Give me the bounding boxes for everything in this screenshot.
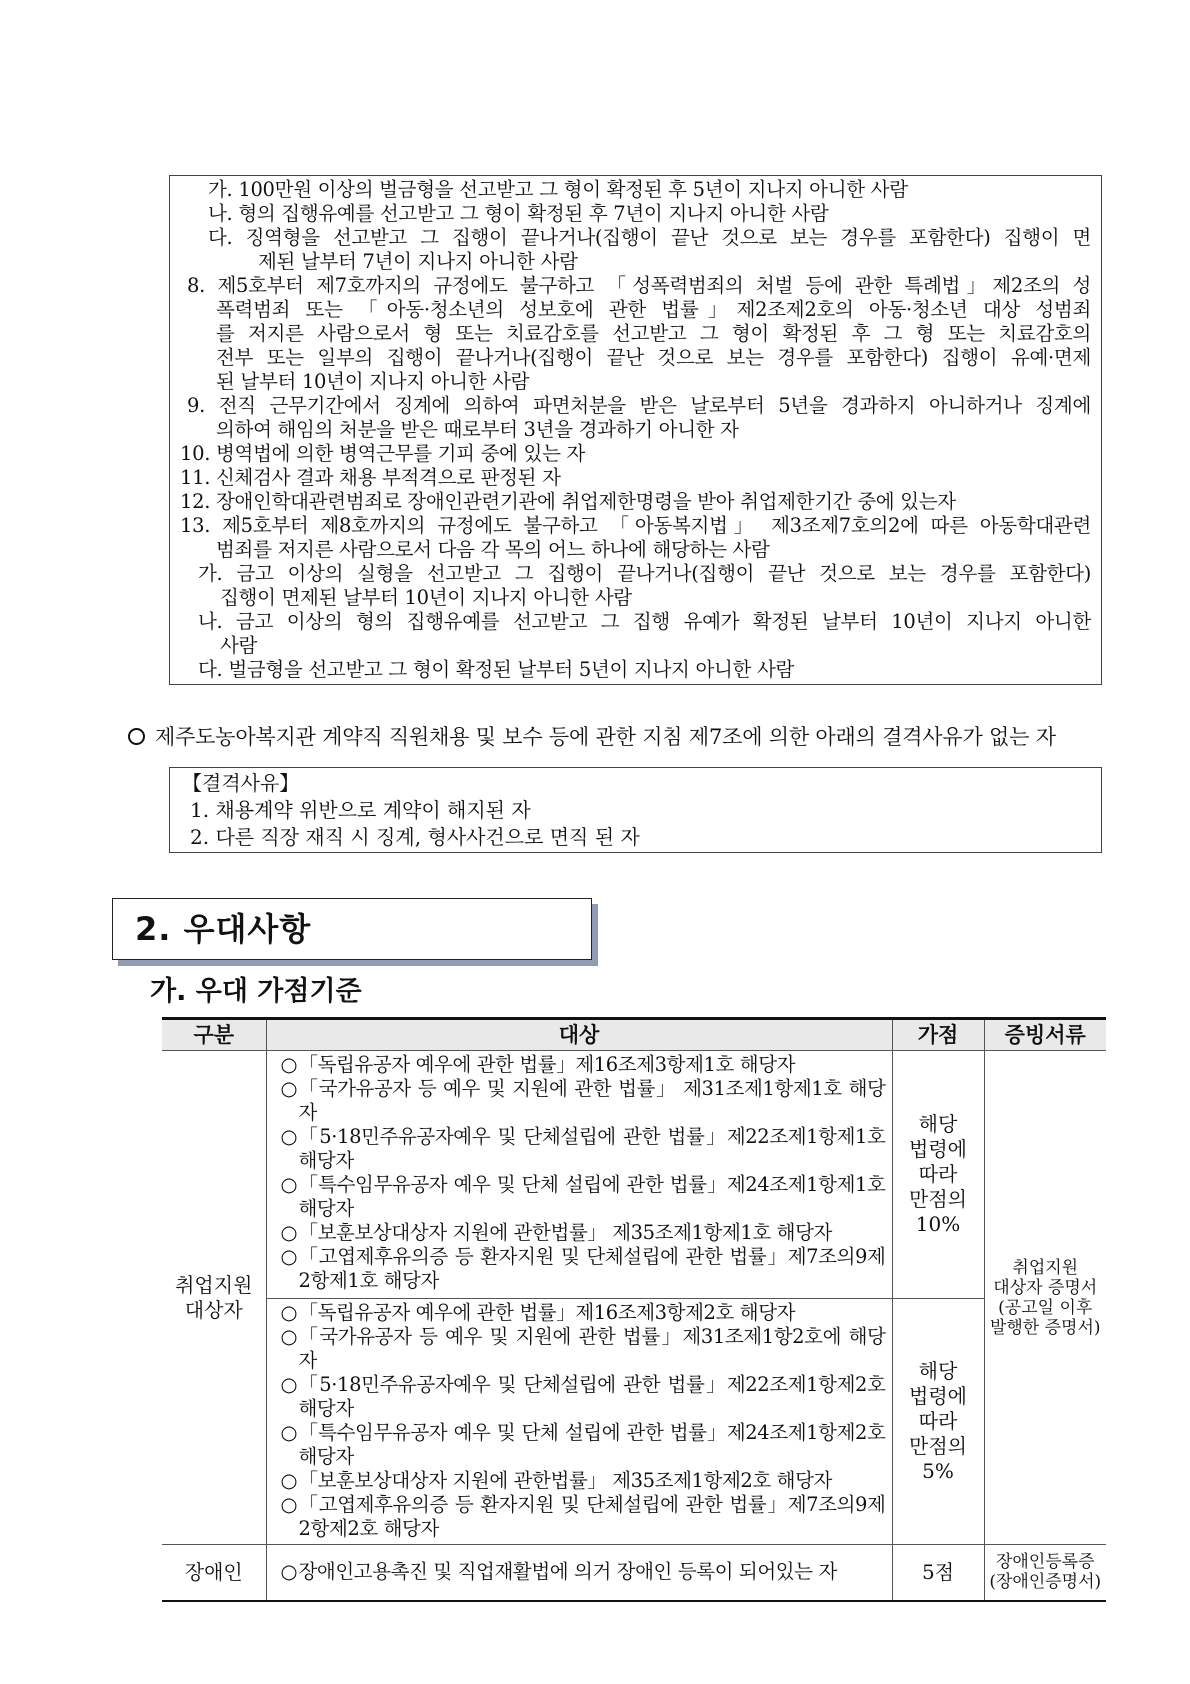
header-target: 대상 bbox=[266, 1019, 892, 1051]
clause-line: 다. 징역형을 선고받고 그 집행이 끝나거나(집행이 끝난 것으로 보는 경우를 포함한다) 집행이 면 bbox=[208, 226, 1091, 249]
list-item: ○ 「고엽제후유의증 등 환자지원 및 단체설립에 관한 법률」제7조의9제2항제2호 해당자 bbox=[280, 1493, 886, 1540]
circle-bullet-icon: ○ bbox=[280, 1560, 298, 1584]
clause-line: 나. 금고 이상의 형의 집행유예를 선고받고 그 집행 유예가 확정된 날부터 10년이 지나지 아니한 bbox=[198, 610, 1091, 633]
category-disabled: 장애인 bbox=[162, 1545, 266, 1601]
clause-line: 다. 벌금형을 선고받고 그 형이 확정된 날부터 5년이 지나지 아니한 사람 bbox=[198, 658, 795, 681]
clause-line: 가. 금고 이상의 실형을 선고받고 그 집행이 끝나거나(집행이 끝난 것으로 보는 경우를 포함한다) bbox=[198, 562, 1092, 585]
table-row bbox=[162, 1545, 1106, 1601]
points-disabled: 5점 bbox=[892, 1545, 984, 1601]
circle-bullet-icon: ○ bbox=[280, 1245, 298, 1268]
points-10pct: 해당 법령에 따라 만점의 10% bbox=[892, 1051, 984, 1299]
clause-line: 10. 병역법에 의한 병역근무를 기피 중에 있는 자 bbox=[180, 442, 586, 465]
clause-line: 의하여 해임의 처분을 받은 때로부터 3년을 경과하기 아니한 자 bbox=[216, 418, 739, 441]
list-item: ○ 「국가유공자 등 예우 및 지원에 관한 법률」 제31조제1항제1호 해당자 bbox=[280, 1077, 886, 1124]
circle-bullet-icon: ○ bbox=[280, 1301, 298, 1324]
list-item: ○ 「5·18민주유공자예우 및 단체설립에 관한 법률」제22조제1항제2호 해당자 bbox=[280, 1373, 886, 1420]
qualification-text: 제주도농아복지관 계약직 직원채용 및 보수 등에 관한 지침 제7조에 의한 아래의 결격사유가 없는 자 bbox=[155, 725, 1056, 749]
table-header-row bbox=[162, 1019, 1106, 1051]
clause-line: 집행이 면제된 날부터 10년이 지나지 아니한 사람 bbox=[220, 586, 632, 609]
header-points: 가점 bbox=[892, 1019, 984, 1051]
preference-table bbox=[162, 1017, 1106, 1602]
header-documents: 증빙서류 bbox=[984, 1019, 1106, 1051]
qualification-bullet bbox=[128, 722, 1108, 752]
list-item: ○ 「특수임무유공자 예우 및 단체 설립에 관한 법률」제24조제1항제1호 해당자 bbox=[280, 1173, 886, 1220]
subsection-heading: 가. 우대 가점기준 bbox=[150, 976, 362, 1007]
clause-line: 13. 제5호부터 제8호까지의 규정에도 불구하고 「아동복지법」 제3조제7호의2에 따른 아동학대관련 bbox=[180, 514, 1091, 537]
clause-line: 범죄를 저지른 사람으로서 다음 각 목의 어느 하나에 해당하는 사람 bbox=[216, 538, 770, 561]
table-row bbox=[162, 1299, 1106, 1545]
list-item: ○ 장애인고용촉진 및 직업재활법에 의거 장애인 등록이 되어있는 자 bbox=[280, 1560, 837, 1584]
table-row bbox=[162, 1051, 1106, 1299]
clause-line: 폭력범죄 또는 「아동·청소년의 성보호에 관한 법률」제2조제2호의 아동·청소년 대상 성범죄 bbox=[216, 298, 1091, 321]
category-employment: 취업지원 대상자 bbox=[162, 1051, 266, 1545]
points-5pct: 해당 법령에 따라 만점의 5% bbox=[892, 1299, 984, 1545]
section-heading: 2. 우대사항 bbox=[112, 898, 592, 960]
clause-line: 사람 bbox=[220, 634, 258, 657]
circle-bullet-icon: ○ bbox=[280, 1077, 298, 1100]
list-item: ○ 「독립유공자 예우에 관한 법률」제16조제3항제2호 해당자 bbox=[280, 1301, 796, 1324]
doc-disabled: 장애인등록증 (장애인증명서) bbox=[984, 1545, 1106, 1601]
reason-item: 1. 채용계약 위반으로 계약이 해지된 자 bbox=[190, 798, 531, 822]
clause-line: 제된 날부터 7년이 지나지 아니한 사람 bbox=[258, 250, 578, 273]
list-item: ○ 「독립유공자 예우에 관한 법률」제16조제3항제1호 해당자 bbox=[280, 1053, 796, 1076]
doc-employment: 취업지원 대상자 증명서 (공고일 이후 발행한 증명서) bbox=[984, 1051, 1106, 1545]
clause-line: 가. 100만원 이상의 벌금형을 선고받고 그 형이 확정된 후 5년이 지나지 아니한 사람 bbox=[208, 178, 908, 201]
list-item: ○ 「5·18민주유공자예우 및 단체설립에 관한 법률」제22조제1항제1호 해당자 bbox=[280, 1125, 886, 1172]
reasons-title: 【결격사유】 bbox=[182, 771, 300, 795]
list-item: ○ 「보훈보상대상자 지원에 관한법률」 제35조제1항제1호 해당자 bbox=[280, 1221, 832, 1244]
circle-bullet-icon: ○ bbox=[280, 1493, 298, 1516]
clause-line: 나. 형의 집행유예를 선고받고 그 형이 확정된 후 7년이 지나지 아니한 사람 bbox=[208, 202, 829, 225]
circle-bullet-icon: ○ bbox=[280, 1325, 298, 1348]
clause-line: 전부 또는 일부의 집행이 끝나거나(집행이 끝난 것으로 보는 경우를 포함한다) 집행이 유예·면제 bbox=[216, 346, 1091, 369]
list-item: ○ 「고엽제후유의증 등 환자지원 및 단체설립에 관한 법률」제7조의9제2항제1호 해당자 bbox=[280, 1245, 886, 1292]
clause-line: 를 저지른 사람으로서 형 또는 치료감호를 선고받고 그 형이 확정된 후 그 형 또는 치료감호의 bbox=[216, 322, 1091, 345]
circle-bullet-icon: ○ bbox=[280, 1373, 298, 1396]
clause-line: 9. 전직 근무기간에서 징계에 의하여 파면처분을 받은 날로부터 5년을 경과하지 아니하거나 징계에 bbox=[187, 394, 1091, 417]
circle-bullet-icon: ○ bbox=[280, 1125, 298, 1148]
target-list-10pct bbox=[266, 1051, 892, 1299]
circle-bullet-icon: ○ bbox=[280, 1053, 298, 1076]
target-list-5pct bbox=[266, 1299, 892, 1545]
circle-bullet-icon: ○ bbox=[280, 1421, 298, 1444]
header-category: 구분 bbox=[162, 1019, 266, 1051]
list-item: ○ 「국가유공자 등 예우 및 지원에 관한 법률」제31조제1항2호에 해당자 bbox=[280, 1325, 886, 1372]
disqualification-reasons-box bbox=[169, 767, 1102, 853]
list-item: ○ 「특수임무유공자 예우 및 단체 설립에 관한 법률」제24조제1항제2호 해당자 bbox=[280, 1421, 886, 1468]
circle-bullet-icon: ○ bbox=[280, 1469, 298, 1492]
circle-bullet-icon: ○ bbox=[280, 1173, 298, 1196]
circle-bullet-icon bbox=[128, 728, 145, 745]
clause-line: 8. 제5호부터 제7호까지의 규정에도 불구하고 「성폭력범죄의 처벌 등에 관한 특례법」제2조의 성 bbox=[187, 274, 1091, 297]
clause-line: 11. 신체검사 결과 채용 부적격으로 판정된 자 bbox=[180, 466, 561, 489]
reason-item: 2. 다른 직장 재직 시 징계, 형사사건으로 면직 된 자 bbox=[190, 825, 640, 849]
list-item: ○ 「보훈보상대상자 지원에 관한법률」 제35조제1항제2호 해당자 bbox=[280, 1469, 832, 1492]
target-disabled bbox=[266, 1545, 892, 1601]
clause-line: 12. 장애인학대관련범죄로 장애인관련기관에 취업제한명령을 받아 취업제한기간 중에 있는자 bbox=[180, 490, 956, 513]
clause-line: 된 날부터 10년이 지나지 아니한 사람 bbox=[216, 370, 530, 393]
disqualification-box bbox=[169, 175, 1102, 685]
circle-bullet-icon: ○ bbox=[280, 1221, 298, 1244]
